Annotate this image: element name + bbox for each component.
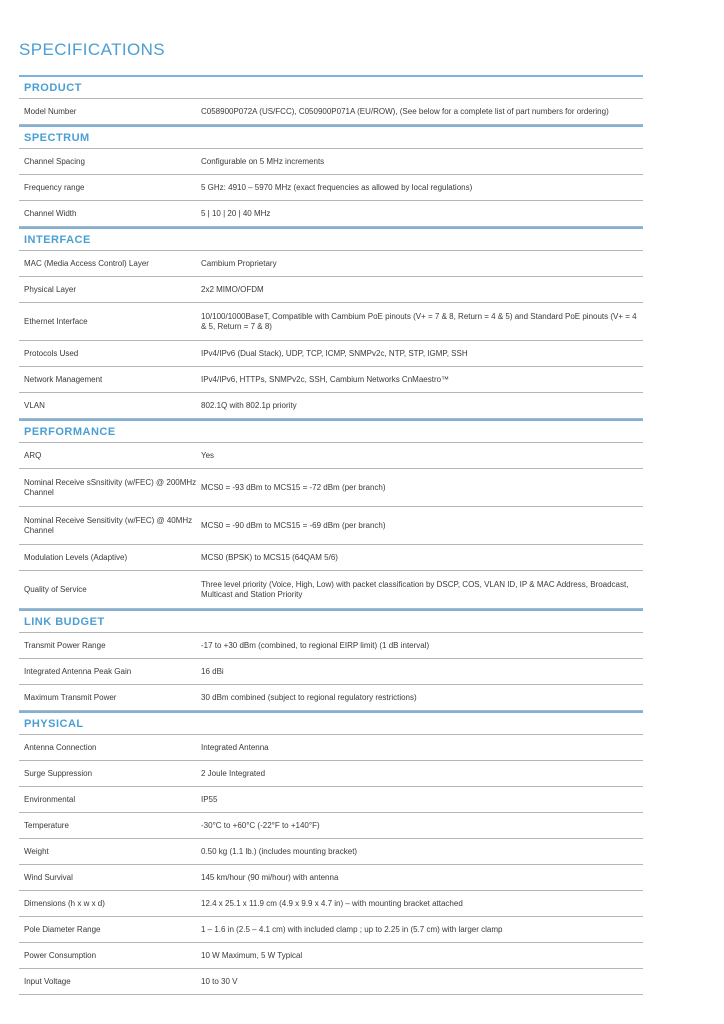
spec-label: Physical Layer (24, 284, 77, 294)
spec-value: 16 dBi (201, 666, 224, 676)
spec-row-protocols-used (19, 341, 643, 367)
spec-label: Channel Width (24, 208, 77, 218)
section-header (19, 711, 643, 735)
spec-row-temperature (19, 813, 643, 839)
spec-label: ARQ (24, 450, 42, 460)
section-spectrum (19, 125, 643, 227)
spec-value: IP55 (201, 794, 218, 804)
spec-value: 802.1Q with 802.1p priority (201, 400, 297, 410)
spec-row-antenna-connection (19, 735, 643, 761)
spec-label: Nominal Receive Sensitivity (w/FEC) @ 40MHz Channel (24, 515, 193, 535)
spec-label: Weight (24, 846, 49, 856)
section-physical (19, 711, 643, 995)
spec-row-modulation-levels (19, 545, 643, 571)
spec-value: Three level priority (Voice, High, Low) with packet classification by DSCP, COS, VLAN ID, IP & MAC Address, Broadcast, Multicast and Station Priority (201, 579, 629, 599)
section-title: PERFORMANCE (24, 425, 116, 438)
spec-value: IPv4/IPv6, HTTPs, SNMPv2c, SSH, Cambium Networks CnMaestro™ (201, 374, 450, 384)
spec-value: 10 to 30 V (201, 976, 238, 986)
spec-row-max-transmit-power (19, 685, 643, 711)
spec-label: Nominal Receive sSnsitivity (w/FEC) @ 200MHz Channel (24, 477, 197, 497)
spec-value: 145 km/hour (90 mi/hour) with antenna (201, 872, 339, 882)
page-title: SPECIFICATIONS (19, 40, 166, 59)
spec-row-receive-sensitivity-200mhz (19, 469, 643, 507)
spec-value: Configurable on 5 MHz increments (201, 156, 325, 166)
spec-row-model-number (19, 99, 643, 125)
spec-label: Protocols Used (24, 348, 79, 358)
spec-value: 2x2 MIMO/OFDM (201, 284, 264, 294)
spec-label: Network Management (24, 374, 103, 384)
spec-value: -17 to +30 dBm (combined, to regional EIRP limit) (1 dB interval) (201, 640, 430, 650)
spec-row-arq (19, 443, 643, 469)
spec-label: Surge Suppression (24, 768, 93, 778)
spec-label: VLAN (24, 400, 45, 410)
spec-value: 2 Joule Integrated (201, 768, 266, 778)
spec-row-surge-suppression (19, 761, 643, 787)
section-product (19, 75, 643, 125)
spec-row-channel-width (19, 201, 643, 227)
spec-label: Integrated Antenna Peak Gain (24, 666, 132, 676)
section-header (19, 227, 643, 251)
spec-label: Transmit Power Range (24, 640, 106, 650)
spec-row-mac-layer (19, 251, 643, 277)
spec-value: 10/100/1000BaseT, Compatible with Cambium PoE pinouts (V+ = 7 & 8, Return = 4 & 5) and Standard PoE pinouts (V+ = 4 & 5, Return = 7 & 8) (201, 311, 637, 331)
spec-row-wind-survival (19, 865, 643, 891)
spec-label: MAC (Media Access Control) Layer (24, 258, 149, 268)
spec-label: Environmental (24, 794, 76, 804)
section-header (19, 609, 643, 633)
section-title: PHYSICAL (24, 717, 84, 730)
spec-label: Dimensions (h x w x d) (24, 898, 105, 908)
spec-label: Quality of Service (24, 584, 87, 594)
spec-label: Pole Diameter Range (24, 924, 101, 934)
spec-label: Wind Survival (24, 872, 73, 882)
spec-value: Cambium Proprietary (201, 258, 277, 268)
spec-value: Integrated Antenna (201, 742, 269, 752)
spec-value: 5 GHz: 4910 – 5970 MHz (exact frequencies as allowed by local regulations) (201, 182, 473, 192)
spec-label: Maximum Transmit Power (24, 692, 117, 702)
spec-row-power-consumption (19, 943, 643, 969)
spec-row-network-management (19, 367, 643, 393)
spec-row-transmit-power-range (19, 633, 643, 659)
spec-row-pole-diameter-range (19, 917, 643, 943)
spec-table (19, 75, 643, 995)
spec-row-receive-sensitivity-40mhz (19, 507, 643, 545)
spec-value: 0.50 kg (1.1 lb.) (includes mounting bracket) (201, 846, 358, 856)
section-title: PRODUCT (24, 81, 82, 94)
spec-value: IPv4/IPv6 (Dual Stack), UDP, TCP, ICMP, SNMPv2c, NTP, STP, IGMP, SSH (201, 348, 468, 358)
spec-row-frequency-range (19, 175, 643, 201)
spec-row-vlan (19, 393, 643, 419)
spec-label: Input Voltage (24, 976, 71, 986)
spec-value: 5 | 10 | 20 | 40 MHz (201, 208, 271, 218)
spec-row-input-voltage (19, 969, 643, 995)
spec-label: Antenna Connection (24, 742, 97, 752)
section-link-budget (19, 609, 643, 711)
spec-value: 30 dBm combined (subject to regional regulatory restrictions) (201, 692, 417, 702)
spec-row-quality-of-service (19, 571, 643, 609)
spec-label: Frequency range (24, 182, 85, 192)
spec-value: 1 – 1.6 in (2.5 – 4.1 cm) with included clamp ; up to 2.25 in (5.7 cm) with larger clamp (201, 924, 503, 934)
spec-value: Yes (201, 450, 215, 460)
spec-value: -30°C to +60°C (-22°F to +140°F) (201, 820, 320, 830)
section-header (19, 419, 643, 443)
section-interface (19, 227, 643, 419)
section-title: LINK BUDGET (24, 615, 105, 628)
section-title: INTERFACE (24, 233, 91, 246)
spec-value: 10 W Maximum, 5 W Typical (201, 950, 303, 960)
section-header (19, 75, 643, 99)
spec-row-physical-layer (19, 277, 643, 303)
spec-row-weight (19, 839, 643, 865)
spec-value: MCS0 = -90 dBm to MCS15 = -69 dBm (per branch) (201, 520, 386, 530)
spec-label: Power Consumption (24, 950, 97, 960)
section-title: SPECTRUM (24, 131, 90, 144)
spec-label: Model Number (24, 106, 77, 116)
spec-value: C058900P072A (US/FCC), C050900P071A (EU/ROW), (See below for a complete list of part numbers for ordering) (201, 106, 609, 116)
spec-label: Temperature (24, 820, 69, 830)
spec-row-dimensions (19, 891, 643, 917)
section-header (19, 125, 643, 149)
spec-value: MCS0 = -93 dBm to MCS15 = -72 dBm (per branch) (201, 482, 386, 492)
spec-value: 12.4 x 25.1 x 11.9 cm (4.9 x 9.9 x 4.7 in) – with mounting bracket attached (201, 898, 463, 908)
spec-label: Ethernet Interface (24, 316, 88, 326)
spec-row-environmental (19, 787, 643, 813)
spec-row-channel-spacing (19, 149, 643, 175)
spec-label: Modulation Levels (Adaptive) (24, 552, 128, 562)
spec-row-antenna-peak-gain (19, 659, 643, 685)
spec-label: Channel Spacing (24, 156, 85, 166)
spec-value: MCS0 (BPSK) to MCS15 (64QAM 5/6) (201, 552, 338, 562)
section-performance (19, 419, 643, 609)
spec-row-ethernet-interface (19, 303, 643, 341)
